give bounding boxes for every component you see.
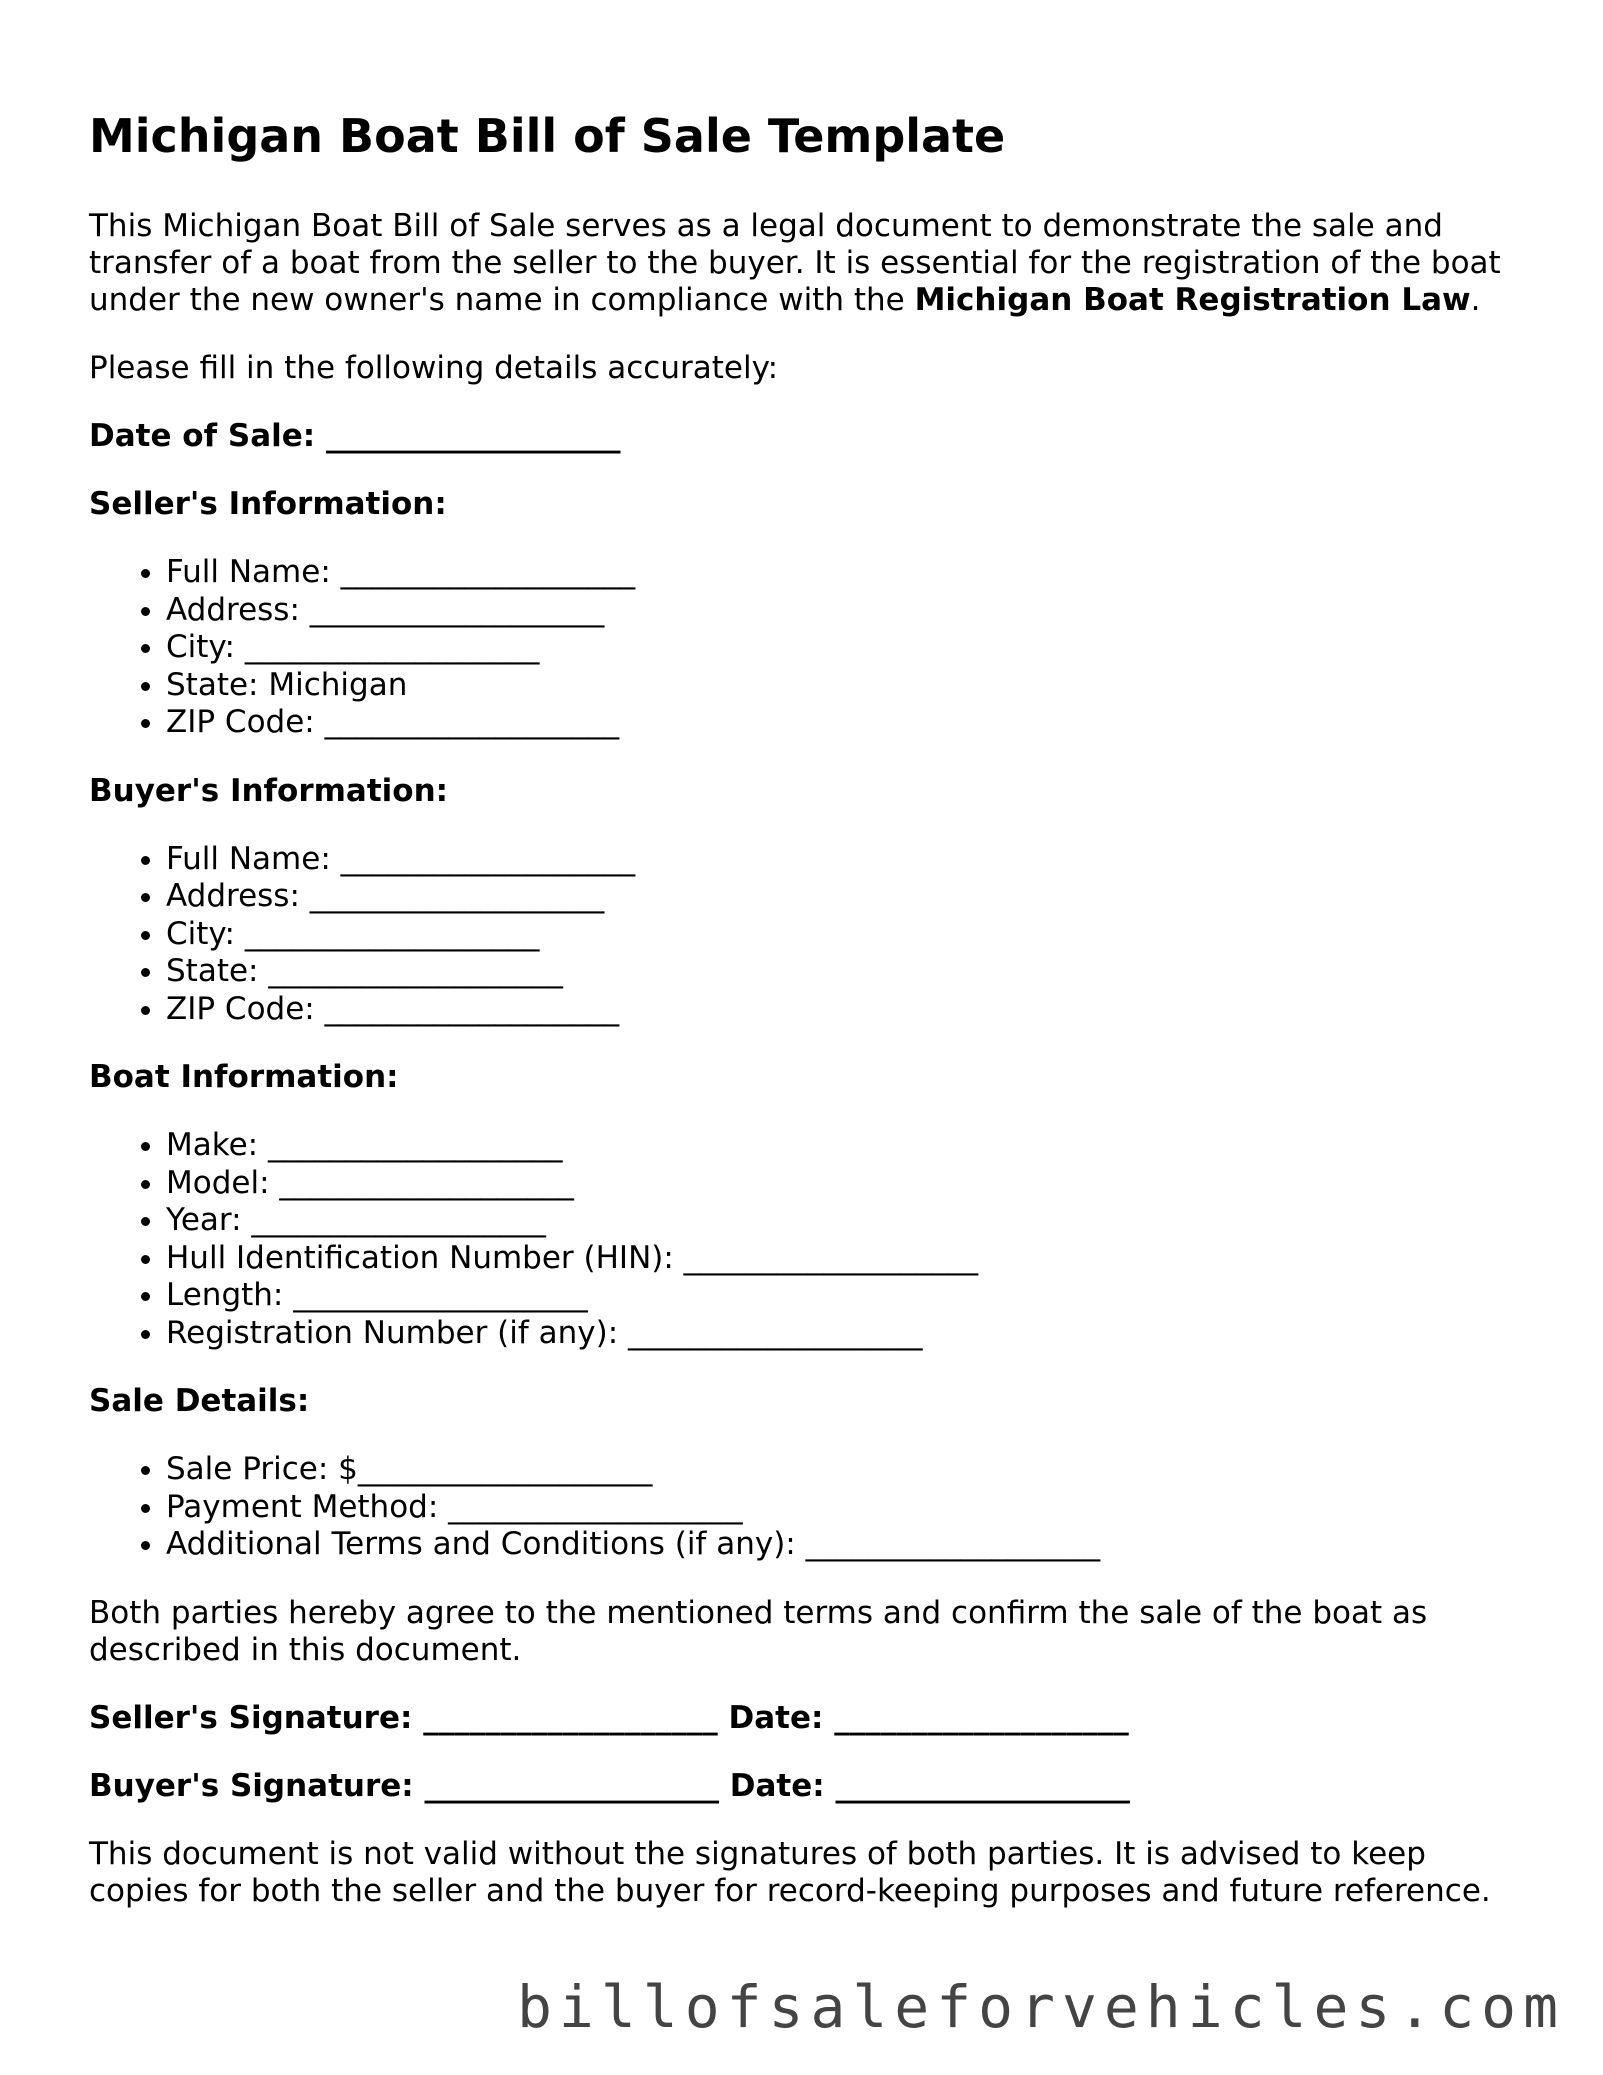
list-item [166, 704, 1529, 742]
field-blank: ___________________ [805, 1526, 1101, 1562]
field-label: Hull Identification Number (HIN): [166, 1239, 674, 1276]
list-item [166, 1451, 1529, 1489]
buyer-date-blank: ___________________ [835, 1767, 1130, 1804]
field-blank: ___________________ [683, 1239, 979, 1276]
intro-paragraph [89, 208, 1529, 319]
footer-note: This document is not valid without the signatures of both parties. It is advised to keep copies for both the seller and the buyer for record-keeping purposes and future reference. [89, 1835, 1491, 1909]
seller-signature-blank: ___________________ [423, 1699, 718, 1736]
list-item [166, 1277, 1529, 1315]
field-label: Full Name: [166, 554, 331, 590]
field-blank: ___________________ [324, 704, 620, 740]
list-item [166, 592, 1529, 630]
seller-list [89, 554, 1529, 742]
field-label: City: [166, 915, 235, 952]
buyer-signature-line [89, 1768, 1529, 1805]
list-item [166, 841, 1529, 879]
date-of-sale-blank: ___________________ [325, 418, 621, 454]
list-item [166, 1202, 1529, 1240]
field-blank: ___________________ [267, 1127, 563, 1163]
list-item [166, 1165, 1529, 1203]
field-blank: ___________________ [324, 990, 620, 1027]
field-label: Address: [166, 591, 300, 628]
field-label: City: [166, 629, 235, 665]
date-of-sale-label: Date of Sale: [89, 418, 316, 454]
list-item [166, 878, 1529, 916]
list-item [166, 554, 1529, 592]
document-title: Michigan Boat Bill of Sale Template [89, 109, 1006, 163]
field-label: Payment Method: [166, 1488, 439, 1525]
field-blank: ___________________ [340, 840, 636, 877]
list-item [166, 1526, 1529, 1564]
date-of-sale-line [89, 418, 1529, 455]
list-item [166, 1489, 1529, 1527]
seller-signature-label: Seller's Signature: [89, 1699, 413, 1736]
list-item [166, 667, 1529, 705]
field-blank: ___________________ [251, 1202, 546, 1238]
intro-text: This Michigan Boat Bill of Sale serves as a legal document to demonstrate the sale and transfer of a boat from the seller to the buyer. It is essential for the registration of the boat under the new owner's name in compliance with the [89, 208, 1501, 318]
field-blank: ___________________ [268, 953, 563, 989]
field-label: ZIP Code: [166, 704, 315, 740]
field-blank: ___________________ [448, 1488, 743, 1525]
intro-end: . [1470, 282, 1481, 318]
field-blank: ___________________ [293, 1277, 588, 1313]
boat-list [89, 1127, 1529, 1352]
field-label: Length: [166, 1277, 284, 1313]
site-watermark: billofsaleforvehicles.com [517, 1973, 1565, 2041]
sale-list [89, 1451, 1529, 1564]
seller-signature-line [89, 1700, 1529, 1737]
field-blank: ___________________ [279, 1164, 574, 1201]
seller-heading: Seller's Information: [89, 486, 447, 522]
field-blank: ___________________ [357, 1451, 653, 1487]
field-blank: ___________________ [628, 1314, 923, 1351]
list-item [166, 1240, 1529, 1278]
field-label: State: [166, 666, 259, 703]
boat-heading: Boat Information: [89, 1059, 399, 1095]
list-item [166, 916, 1529, 954]
instruction-text: Please fill in the following details accurately: [89, 350, 779, 386]
agreement-paragraph: Both parties hereby agree to the mentioned terms and confirm the sale of the boat as described in this document. [89, 1594, 1428, 1668]
list-item [166, 953, 1529, 991]
field-label: Full Name: [166, 840, 331, 877]
list-item [166, 1315, 1529, 1353]
field-blank: ___________________ [340, 554, 636, 590]
seller-date-blank: ___________________ [834, 1699, 1129, 1736]
field-blank: ___________________ [244, 915, 540, 952]
buyer-list [89, 841, 1529, 1029]
field-blank: ___________________ [309, 591, 605, 628]
list-item [166, 991, 1529, 1029]
field-label: Registration Number (if any): [166, 1314, 619, 1351]
field-label: Address: [166, 878, 300, 914]
buyer-signature-label: Buyer's Signature: [89, 1767, 414, 1804]
field-blank: ___________________ [309, 878, 605, 914]
buyer-signature-blank: ___________________ [424, 1767, 719, 1804]
buyer-heading: Buyer's Information: [89, 772, 449, 809]
field-blank: ___________________ [244, 629, 540, 665]
field-label: Sale Price: $ [166, 1451, 358, 1487]
field-label: Make: [166, 1127, 259, 1163]
buyer-date-label: Date: [729, 1767, 825, 1804]
list-item [166, 1127, 1529, 1165]
field-label: State: [166, 953, 259, 989]
field-value: Michigan [268, 666, 408, 703]
field-label: Model: [166, 1164, 270, 1201]
seller-date-label: Date: [728, 1699, 824, 1736]
field-label: Additional Terms and Conditions (if any): [166, 1526, 796, 1562]
field-label: Year: [166, 1202, 242, 1238]
law-name: Michigan Boat Registration Law [914, 282, 1471, 318]
list-item [166, 629, 1529, 667]
document-page [89, 108, 1529, 1941]
sale-heading: Sale Details: [89, 1383, 310, 1419]
field-label: ZIP Code: [166, 990, 315, 1027]
